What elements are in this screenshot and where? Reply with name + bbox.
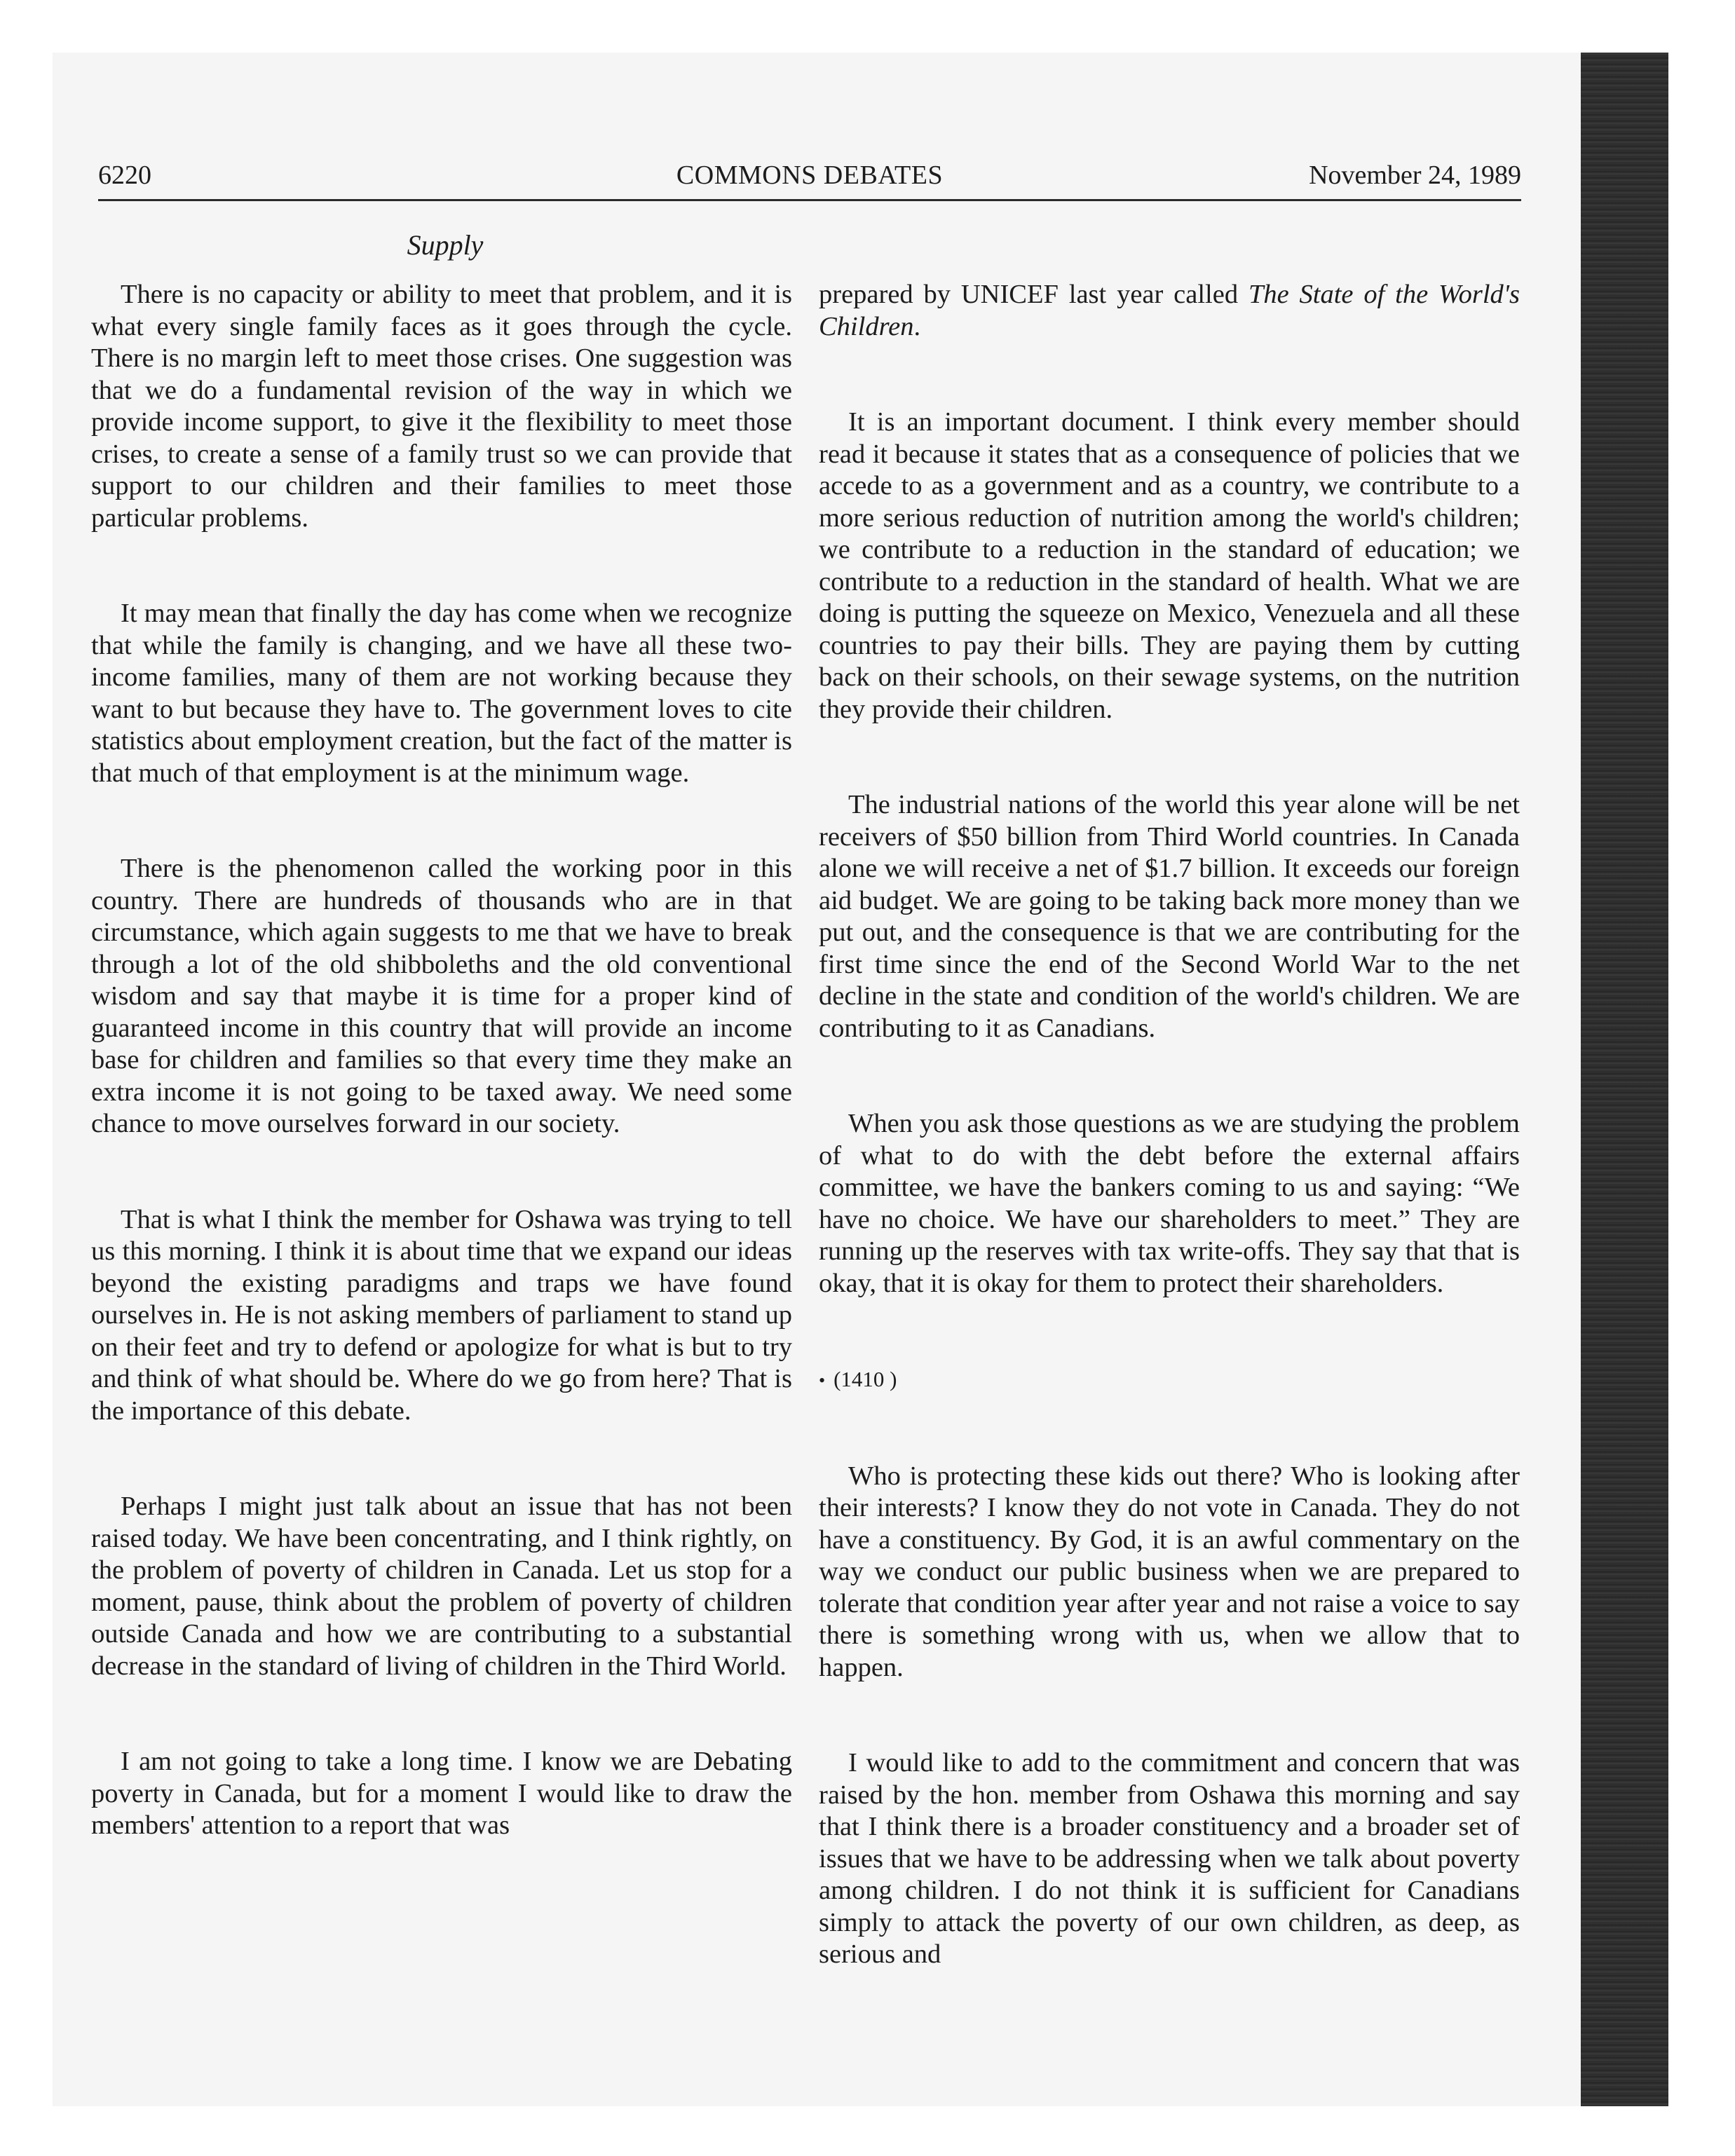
report-title: The State of the World's Children: [819, 280, 1520, 341]
left-paragraph-2: It may mean that finally the day has come when we recognize that while the family is changing, and we have all these two-income families, many of them are not working because they want to but because they have to. The government loves to cite statistics about employment creation, but the fact of the matter is that much of that employment is at the minimum wage.: [91, 599, 792, 788]
page-date: November 24, 1989: [1309, 161, 1521, 190]
right-paragraph-5: I would like to add to the commitment and concern that was raised by the hon. member from Oshawa this morning and say that I think there is a broader constituency and a broader set of issues that we have to be addressing when we talk about poverty among children. I do not think it is sufficient for Canadians simply to attack the poverty of our own children, as deep, as serious and: [819, 1748, 1520, 1969]
header-divider: [98, 199, 1521, 201]
continuation-end: .: [913, 311, 921, 341]
binding-edge-shadow: [1581, 53, 1668, 2106]
right-column: [819, 279, 1520, 1971]
right-continuation-paragraph: [819, 279, 1520, 343]
left-paragraph-1: There is no capacity or ability to meet that problem, and it is what every single family faces as it goes through the cycle. There is no margin left to meet those crises. One suggestion was that we do a fundamental revision of the way in which we provide income support, to give it the flexibility to meet those crises, to create a sense of a family trust so we can provide that support to our children and their families to meet those particular problems.: [91, 280, 792, 533]
right-paragraph-3: When you ask those questions as we are studying the problem of what to do with the debt before the external affairs committee, we have the bankers coming to us and saying: “We have no choice. We have our shareholders to meet.” They are running up the reserves with tax write-offs. They say that that is okay, that it is okay for them to protect their shareholders.: [819, 1109, 1520, 1298]
page-header: [98, 156, 1521, 198]
section-title: Supply: [407, 229, 484, 261]
bullet-icon: •: [819, 1370, 826, 1391]
continuation-text: prepared by UNICEF last year called: [819, 280, 1248, 309]
page-number: 6220: [98, 161, 151, 190]
publication-title: COMMONS DEBATES: [676, 161, 944, 190]
right-paragraph-1: It is an important document. I think every member should read it because it states that as a consequence of policies that we accede to as a government and as a country, we contribute to a more serious reduction of nutrition among the world's children; we contribute to a reduction in the standard of education; we contribute to a reduction in the standard of health. What we are doing is putting the squeeze on Mexico, Venezuela and all these countries to pay their bills. They are paying them by cutting back on their schools, on their sewage systems, on the nutrition they provide their children.: [819, 407, 1520, 724]
left-paragraph-3: There is the phenomenon called the working poor in this country. There are hundreds of thousands who are in that circumstance, which again suggests to me that we have to break through a lot of the old shibboleths and the old conventional wisdom and say that maybe it is time for a proper kind of guaranteed income in this country that will provide an income base for children and families so that every time they make an extra income it is not going to be taxed away. We need some chance to move ourselves forward in our society.: [91, 854, 792, 1138]
right-paragraph-4: Who is protecting these kids out there? Who is looking after their interests? I know they do not vote in Canada. They do not have a constituency. By God, it is an awful commentary on the way we conduct our public business when we are prepared to tolerate that condition year after year and not raise a voice to say there is something wrong with us, when we allow that to happen.: [819, 1461, 1520, 1682]
left-column: [91, 279, 792, 1842]
time-stamp: [819, 1363, 1520, 1397]
left-paragraph-6: I am not going to take a long time. I know we are Debating poverty in Canada, but for a moment I would like to draw the members' attention to a report that was: [91, 1747, 792, 1840]
left-paragraph-4: That is what I think the member for Oshawa was trying to tell us this morning. I think it is about time that we expand our ideas beyond the existing paradigms and traps we have found ourselves in. He is not asking members of parliament to stand up on their feet and try to defend or apologize for what is but to try and think of what should be. Where do we go from here? That is the importance of this debate.: [91, 1204, 792, 1426]
right-paragraph-2: The industrial nations of the world this year alone will be net receivers of $50 billion from Third World countries. In Canada alone we will receive a net of $1.7 billion. It exceeds our foreign aid budget. We are going to be taking back more money than we put out, and the consequence is that we are contributing for the first time since the end of the Second World War to the net decline in the state and condition of the world's children. We are contributing to it as Canadians.: [819, 790, 1520, 1043]
time-stamp-text: (1410 ): [834, 1367, 897, 1391]
left-paragraph-5: Perhaps I might just talk about an issue that has not been raised today. We have been concentrating, and I think rightly, on the problem of poverty of children in Canada. Let us stop for a moment, pause, think about the problem of poverty of children outside Canada and how we are contributing to a substantial decrease in the standard of living of children in the Third World.: [91, 1492, 792, 1681]
